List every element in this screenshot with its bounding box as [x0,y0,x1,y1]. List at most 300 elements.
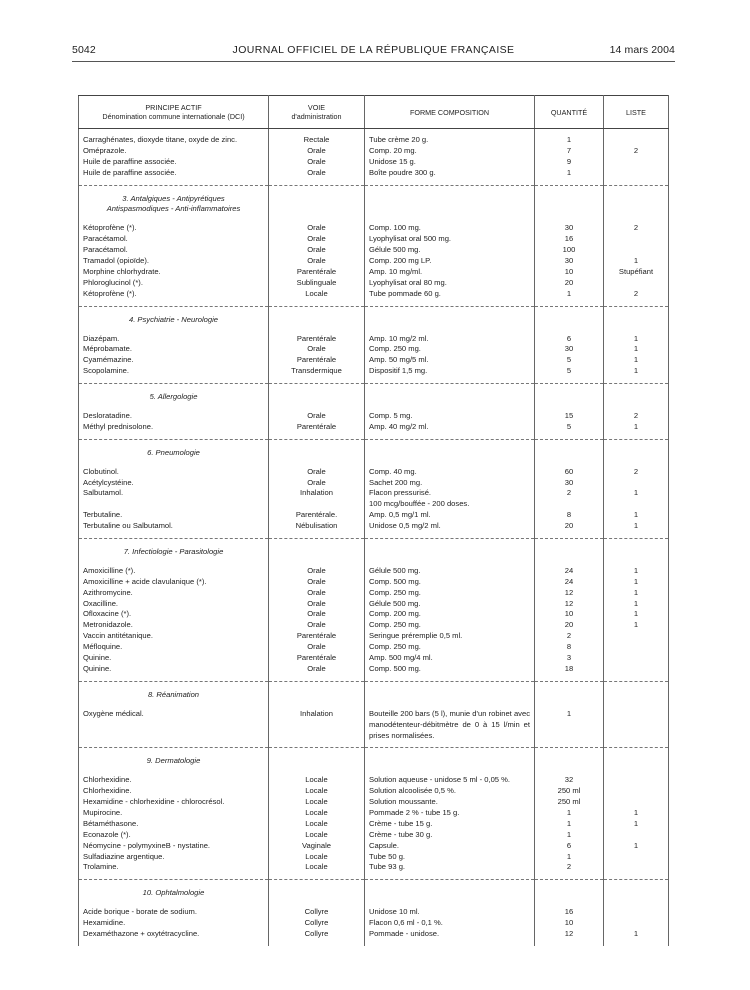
list-item: 8 [566,642,572,652]
list-item: Econazole (*). [83,829,131,839]
list-item: 2 [566,862,572,872]
list-item: 1 [566,818,572,828]
list-item: Comp. 20 mg. [369,145,417,155]
liste-cell [604,306,669,383]
list-item: Dispositif 1,5 mg. [369,366,428,376]
list-item [608,278,664,289]
list-item: Méfloquine. [83,642,123,652]
list-item: Crème - tube 30 g. [369,829,433,839]
voie-cell [269,185,365,306]
list-item [608,245,664,256]
list-item: Orale [307,598,326,608]
list-item: 1 [566,708,572,718]
list-item: Vaginale [302,840,331,850]
table-row [79,439,669,538]
forme-cell [365,748,535,880]
list-item: Chlorhexidine. [83,786,132,796]
list-item: Morphine chlorhydrate. [83,266,161,276]
list-item: 9 [566,156,572,166]
list-item: 60 [564,466,574,476]
list-item: Chlorhexidine. [83,775,132,785]
list-item [608,653,664,664]
list-item: Trolamine. [83,862,119,872]
liste-cell [604,185,669,306]
list-item: Crème - tube 15 g. [369,818,433,828]
list-item: 100 mcg/bouffée - 200 doses. [369,499,470,509]
list-item: Acétylcystéine. [83,477,134,487]
list-item: 3 [566,653,572,663]
list-item [608,797,664,808]
liste-cell [604,384,669,440]
list-item: Amp. 50 mg/5 ml. [369,355,429,365]
list-item: Méprobamate. [83,344,132,354]
list-item: Oxygène médical. [83,708,144,718]
column-liste: LISTE [604,96,669,129]
list-item: 2 [633,145,639,155]
list-item: Orale [307,167,326,177]
list-item: Carraghénates, dioxyde titane, oxyde de zinc. [83,135,238,144]
list-item: Comp. 250 mg. [369,587,421,597]
list-item: Orale [307,344,326,354]
list-item: Orale [307,145,326,155]
section-title: 6. Pneumologie [147,447,200,457]
list-item: Boîte poudre 300 g. [369,167,436,177]
journal-title: JOURNAL OFFICIEL DE LA RÉPUBLIQUE FRANÇAISE [232,44,515,56]
list-item: Collyre [304,918,329,928]
list-item: Orale [307,587,326,597]
list-item: Comp. 200 mg LP. [369,256,432,266]
list-item: 1 [633,598,639,608]
list-item: Ofloxacine (*). [83,609,132,619]
list-item: 8 [566,510,572,520]
list-item: Méthyl prednisolone. [83,421,154,431]
forme-cell [365,439,535,538]
list-item [608,234,664,245]
list-item: Parentérale [296,355,337,365]
list-item: Bétaméthasone. [83,818,139,828]
list-item: 1 [633,929,639,939]
list-item: Mupirocine. [83,808,123,818]
list-item: Comp. 250 mg. [369,620,421,630]
list-item: 5 [566,421,572,431]
list-item: Comp. 250 mg. [369,344,421,354]
quantite-cell [535,681,604,748]
list-item: Orale [307,477,326,487]
list-item [608,631,664,642]
list-item: Locale [305,808,328,817]
list-item: Pommade 2 % - tube 15 g. [369,808,460,817]
column-label: VOIE [307,103,326,112]
list-item: Orale [307,620,326,630]
quantite-cell [535,384,604,440]
forme-cell [365,306,535,383]
list-item: 6 [566,333,572,343]
list-item: Amp. 500 mg/4 ml. [369,653,433,663]
list-item: Lyophylisat oral 500 mg. [369,234,452,244]
list-item: Collyre [304,907,329,917]
list-item: Desloratadine. [83,410,132,420]
column-quantite: QUANTITÉ [535,96,604,129]
list-item: Comp. 200 mg. [369,609,421,619]
list-item: Hexamidine. [83,918,126,928]
list-item: Unidose 0,5 mg/2 ml. [369,521,441,531]
column-sublabel: d'administration [291,112,342,121]
quantite-cell [535,880,604,946]
list-item: Parentérale. [295,510,338,520]
list-item: Gélule 500 mg. [369,565,421,575]
principe-actif-cell [79,748,269,880]
list-item: Bouteille 200 bars (5 l), munie d'un robinet avec manodétenteur-débitmètre de 0 à 15 l/min et prises normalisées. [369,708,530,740]
list-item: 1 [633,510,639,520]
list-item: Comp. 500 mg. [369,663,421,673]
voie-cell [269,384,365,440]
list-item: 1 [566,167,572,177]
list-item: 18 [564,663,574,673]
column-principe-actif [79,96,269,129]
list-item: 30 [564,223,574,233]
principe-actif-cell [79,439,269,538]
section-title: 8. Réanimation [147,689,200,699]
list-item: 1 [633,344,639,354]
quantite-cell [535,748,604,880]
list-item: Orale [307,663,326,673]
list-item: 20 [564,277,574,287]
voie-cell [269,880,365,946]
list-item: Orale [307,609,326,619]
list-item: Nébulisation [295,521,338,531]
list-item: Parentérale [296,631,337,641]
list-item: Azithromycine. [83,587,133,597]
list-item [608,907,664,918]
list-item [608,664,664,675]
medication-table [78,95,669,946]
list-item: Capsule. [369,840,399,850]
list-item: Sachet 200 mg. [369,477,423,487]
list-item: 1 [633,587,639,597]
list-item: 250 ml [557,797,581,807]
list-item: Solution moussante. [369,797,438,807]
list-item [608,157,664,168]
list-item: Sublinguale [296,277,337,287]
list-item: Huile de paraffine associée. [83,167,177,177]
list-item: 1 [633,840,639,850]
liste-cell [604,681,669,748]
list-item: 1 [633,576,639,586]
list-item: 1 [633,609,639,619]
page-header [72,44,675,60]
list-item: Tube pommade 60 g. [369,288,441,298]
section-group [79,129,669,186]
section-group [79,306,669,383]
list-item: Flacon pressurisé. [369,488,432,498]
list-item: Comp. 500 mg. [369,576,421,586]
forme-cell [365,880,535,946]
list-item [608,786,664,797]
list-item: 30 [564,344,574,354]
list-item: Amp. 10 mg/ml. [369,266,423,276]
list-item: Paracétamol. [83,245,128,255]
list-item: 1 [633,256,639,266]
principe-actif-cell [79,384,269,440]
list-item: 12 [564,598,574,608]
list-item: Collyre [304,929,329,939]
list-item: Amp. 0,5 mg/1 ml. [369,510,431,520]
page-number: 5042 [72,44,96,56]
list-item: 1 [633,808,639,817]
list-item [608,478,664,489]
list-item [608,862,664,873]
principe-actif-cell [79,306,269,383]
list-item: 1 [566,829,572,839]
list-item: Orale [307,234,326,244]
list-item: Phloroglucinol (*). [83,277,143,287]
list-item: Parentérale [296,333,337,343]
section-group [79,748,669,880]
list-item: Orale [307,156,326,166]
liste-cell [604,748,669,880]
section-title: 7. Infectiologie - Parasitologie [123,547,224,557]
liste-cell [604,129,669,186]
section-title: 9. Dermatologie [146,756,201,766]
list-item: 1 [633,620,639,630]
list-item: Tube 93 g. [369,862,406,872]
list-item: 10 [564,609,574,619]
list-item: Locale [305,775,328,785]
voie-cell [269,439,365,538]
principe-actif-cell [79,185,269,306]
list-item: Scopolamine. [83,366,130,376]
list-item: 5 [566,366,572,376]
list-item: 2 [633,223,639,233]
column-voie [269,96,365,129]
list-item: 20 [564,620,574,630]
list-item: 15 [564,410,574,420]
list-item: Dexaméthazone + oxytétracycline. [83,929,200,939]
list-item: 2 [566,488,572,498]
list-item: Paracétamol. [83,234,128,244]
list-item [608,499,664,510]
list-item: Amp. 40 mg/2 ml. [369,421,429,431]
list-item: Oxacilline. [83,598,119,608]
list-item: Terbutaline ou Salbutamol. [83,521,173,531]
list-item: 10 [564,266,574,276]
list-item: 100 [562,245,576,255]
list-item: 1 [566,851,572,861]
quantite-cell [535,306,604,383]
list-item: Orale [307,466,326,476]
list-item: Vaccin antitétanique. [83,631,153,641]
list-item [608,830,664,841]
list-item: Orale [307,410,326,420]
table-row [79,748,669,880]
list-item: 5 [566,355,572,365]
list-item: Locale [305,829,328,839]
section-title: 3. Antalgiques - Antipyrétiques [122,193,225,203]
list-item: Sulfadiazine argentique. [83,851,165,861]
list-item: Orale [307,576,326,586]
section-title: 5. Allergologie [149,392,198,402]
list-item: 12 [564,929,574,939]
list-item: Tube 50 g. [369,851,406,861]
list-item: 1 [633,333,639,343]
list-item: Locale [305,862,328,872]
list-item: Locale [305,797,328,807]
liste-cell [604,539,669,682]
list-item: Tube crème 20 g. [369,135,429,144]
list-item: Metronidazole. [83,620,133,630]
voie-cell [269,748,365,880]
voie-cell [269,306,365,383]
forme-cell [365,185,535,306]
table-row [79,880,669,946]
list-item: Terbutaline. [83,510,123,520]
list-item: 32 [564,775,574,785]
list-item [539,499,599,510]
table-header [79,96,669,129]
quantite-cell [535,185,604,306]
quantite-cell [535,129,604,186]
list-item: Inhalation [300,708,333,718]
list-item: Locale [305,851,328,861]
list-item: 250 ml [557,786,581,796]
list-item [608,918,664,929]
list-item: 1 [633,565,639,575]
list-item: Orale [307,565,326,575]
section-title: 4. Psychiatrie - Neurologie [128,314,219,324]
list-item: Solution aqueuse - unidose 5 ml - 0,05 %. [369,775,510,785]
list-item: 1 [566,288,572,298]
list-item: 24 [564,576,574,586]
list-item: Inhalation [300,488,333,498]
list-item: Diazépam. [83,333,120,343]
list-item: Stupéfiant [618,266,654,276]
list-item: Pommade - unidose. [369,929,440,939]
list-item: Flacon 0,6 ml - 0,1 %. [369,918,443,928]
list-item: Hexamidine - chlorhexidine - chlorocrésol. [83,797,225,807]
list-item: Comp. 5 mg. [369,410,413,420]
table-row [79,539,669,682]
list-item: 2 [633,410,639,420]
list-item: 6 [566,840,572,850]
voie-cell [269,681,365,748]
list-item: Quinine. [83,663,112,673]
principe-actif-cell [79,681,269,748]
voie-cell [269,129,365,186]
list-item: Lyophylisat oral 80 mg. [369,277,447,287]
list-item: Orale [307,642,326,652]
forme-cell [365,384,535,440]
list-item [83,499,264,510]
liste-cell [604,880,669,946]
list-item: Comp. 250 mg. [369,642,421,652]
list-item [608,168,664,179]
list-item: 2 [566,631,572,641]
list-item: 16 [564,234,574,244]
list-item: Unidose 10 ml. [369,907,420,917]
list-item: Locale [305,288,328,298]
section-group [79,681,669,748]
list-item: 20 [564,521,574,531]
list-item: Kétoprofène (*). [83,223,137,233]
list-item: Cyamémazine. [83,355,134,365]
list-item: Clobutinol. [83,466,119,476]
list-item: Comp. 40 mg. [369,466,417,476]
forme-cell [365,539,535,682]
list-item: Seringue préremplie 0,5 ml. [369,631,463,641]
forme-cell [365,129,535,186]
list-item: Kétoprofène (*). [83,288,137,298]
list-item: Orale [307,256,326,266]
list-item: Orale [307,245,326,255]
list-item [608,135,664,146]
list-item: Tramadol (opioïde). [83,256,149,266]
quantite-cell [535,439,604,538]
liste-cell [604,439,669,538]
list-item: Parentérale [296,266,337,276]
list-item: Locale [305,818,328,828]
column-label: PRINCIPE ACTIF [145,103,202,112]
list-item: 2 [633,288,639,298]
section-group [79,185,669,306]
issue-date: 14 mars 2004 [609,44,675,56]
list-item: 30 [564,256,574,266]
list-item: Parentérale [296,421,337,431]
list-item: 1 [633,421,639,431]
table-row [79,129,669,186]
list-item: Amoxicilline (*). [83,565,136,575]
list-item [273,499,360,510]
voie-cell [269,539,365,682]
table-row [79,185,669,306]
list-item: 16 [564,907,574,917]
list-item: Parentérale [296,653,337,663]
table-row [79,681,669,748]
list-item [608,775,664,786]
list-item [608,852,664,863]
principe-actif-cell [79,129,269,186]
list-item: Gélule 500 mg. [369,245,421,255]
section-title: 10. Ophtalmologie [142,888,205,898]
list-item: Solution alcoolisée 0,5 %. [369,786,456,796]
list-item: 1 [633,818,639,828]
list-item: Comp. 100 mg. [369,223,421,233]
principe-actif-cell [79,880,269,946]
list-item: Néomycine - polymyxineB - nystatine. [83,840,211,850]
list-item: 24 [564,565,574,575]
list-item: 10 [564,918,574,928]
section-group [79,439,669,538]
list-item: Oméprazole. [83,145,127,155]
list-item: Orale [307,223,326,233]
list-item: 2 [633,466,639,476]
section-group [79,539,669,682]
list-item: Transdermique [291,366,342,376]
column-forme: FORME COMPOSITION [365,96,535,129]
list-item [608,642,664,653]
list-item: Unidose 15 g. [369,156,416,166]
table-row [79,384,669,440]
list-item: 7 [566,145,572,155]
list-item: 1 [633,521,639,531]
forme-cell [365,681,535,748]
list-item: 1 [566,135,572,144]
table-row [79,306,669,383]
section-group [79,384,669,440]
principe-actif-cell [79,539,269,682]
section-title: Antispasmodiques - Anti-inflammatoires [106,204,241,214]
list-item: 1 [633,355,639,365]
list-item: Rectale [303,135,330,144]
